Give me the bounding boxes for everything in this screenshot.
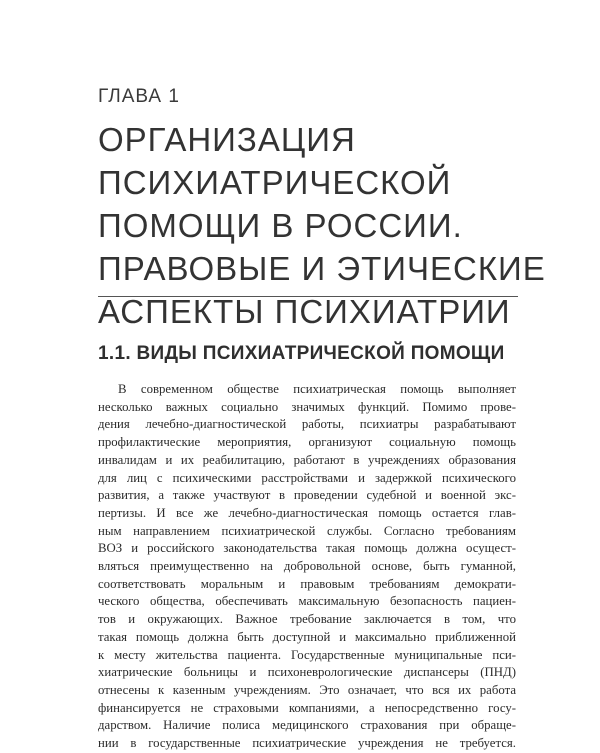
chapter-title-line: АСПЕКТЫ ПСИХИАТРИИ: [98, 293, 511, 330]
text-line: для лиц с психическими расстройствами и задержкой психического: [98, 470, 516, 485]
text-line: вляться преимущественно на добровольной основе, быть гуманной,: [98, 559, 516, 574]
text-line: развития, а также участвуют в проведении судебной и военной экс-: [98, 488, 516, 503]
text-line: пертизы. И все же лечебно-диагностическая помощь остается глав-: [98, 505, 516, 520]
text-line: инвалидам и их реабилитацию, работают в учреждениях образования: [98, 452, 516, 467]
text-line: нии в государственные психиатрические учреждения не требуется.: [98, 736, 516, 751]
text-line: отнесены к казенным учреждениям. Это означает, что вся их работа: [98, 682, 516, 697]
chapter-title-line: ОРГАНИЗАЦИЯ: [98, 121, 356, 158]
text-line: В современном обществе психиатрическая помощь выполняет: [118, 382, 516, 396]
chapter-label: ГЛАВА 1: [98, 86, 180, 107]
text-line: несколько важных социально значимых функций. Помимо прове-: [98, 399, 516, 414]
text-line: ным направлением психиатрической службы. Согласно требованиям: [98, 523, 516, 538]
text-line: такая помощь должна быть доступной и максимально приближенной: [98, 629, 516, 644]
text-line: дения лечебно-диагностической работы, психиатры разрабатывают: [98, 417, 516, 432]
text-line: к месту жительства пациента. Государственные муниципальные пси-: [98, 647, 516, 662]
text-line: ВОЗ и российского законодательства такая помощь должна осущест-: [98, 541, 516, 556]
chapter-divider: [98, 296, 518, 297]
text-line: дарством. Наличие полиса медицинского страхования при обраще-: [98, 718, 516, 733]
text-line: профилактические мероприятия, организуют социальную помощь: [98, 435, 516, 450]
chapter-title-line: ПРАВОВЫЕ И ЭТИЧЕСКИЕ: [98, 250, 546, 287]
text-line: тов и окружающих. Важное требование заключается в том, что: [98, 612, 516, 627]
body-paragraph: [98, 381, 516, 753]
text-line: соответствовать моральным и правовым требованиям демократи-: [98, 576, 516, 591]
section-heading: 1.1. ВИДЫ ПСИХИАТРИЧЕСКОЙ ПОМОЩИ: [98, 343, 505, 364]
chapter-title-line: ПОМОЩИ В РОССИИ.: [98, 207, 463, 244]
text-line: финансируется не страховыми компаниями, а непосредственно госу-: [98, 700, 516, 715]
text-line: хиатрические больницы и психоневрологические диспансеры (ПНД): [98, 665, 516, 680]
chapter-title-line: ПСИХИАТРИЧЕСКОЙ: [98, 164, 452, 201]
chapter-title: [98, 118, 546, 333]
text-line: ческого общества, обеспечивать максимальную безопасность пациен-: [98, 594, 516, 609]
